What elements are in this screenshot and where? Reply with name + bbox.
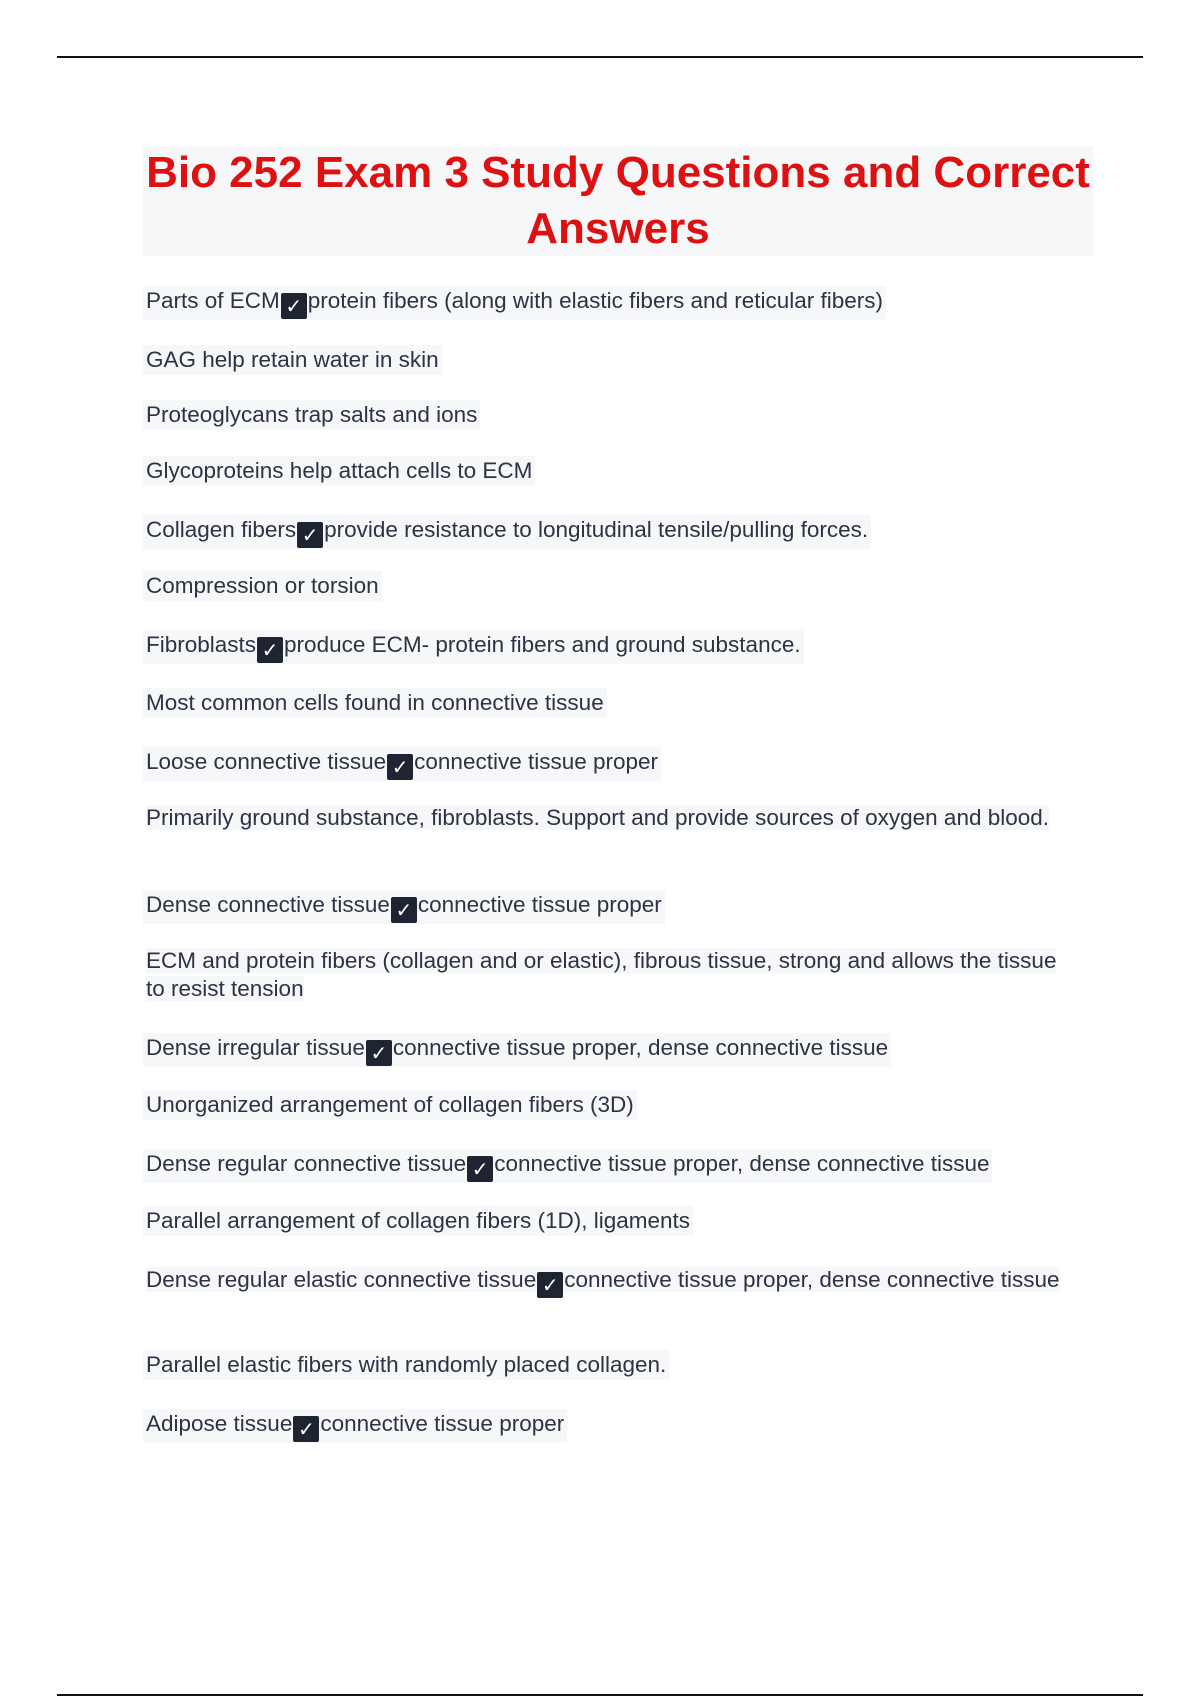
answer-note: GAG help retain water in skin bbox=[143, 345, 442, 375]
document-title: Bio 252 Exam 3 Study Questions and Correct Answers bbox=[146, 148, 1090, 253]
question-answer: connective tissue proper bbox=[417, 892, 662, 917]
question-term: Loose connective tissue bbox=[146, 749, 387, 774]
question-term: Dense irregular tissue bbox=[146, 1035, 365, 1060]
question-entry bbox=[143, 1265, 1069, 1299]
answer-note: Most common cells found in connective tissue bbox=[143, 688, 607, 718]
question-entry-line bbox=[146, 1267, 1060, 1297]
question-entry bbox=[143, 747, 661, 781]
question-answer: connective tissue proper, dense connective tissue bbox=[494, 1151, 990, 1176]
question-answer: protein fibers (along with elastic fibers and reticular fibers) bbox=[307, 288, 884, 313]
answer-note: Glycoproteins help attach cells to ECM bbox=[143, 456, 535, 486]
question-answer: connective tissue proper, dense connective tissue bbox=[392, 1035, 889, 1060]
question-answer: connective tissue proper bbox=[320, 1411, 565, 1436]
question-term: Adipose tissue bbox=[146, 1411, 293, 1436]
question-entry bbox=[143, 1033, 891, 1067]
question-entry bbox=[143, 890, 665, 924]
check-mark-icon: ✓ bbox=[387, 754, 413, 780]
question-answer: connective tissue proper, dense connective tissue bbox=[564, 1267, 1060, 1292]
question-entry bbox=[143, 1149, 992, 1183]
answer-note-text: Primarily ground substance, fibroblasts. Support and provide sources of oxygen and blood. bbox=[146, 805, 1050, 830]
question-entry bbox=[143, 515, 871, 549]
question-entry bbox=[143, 286, 886, 320]
question-term: Dense connective tissue bbox=[146, 892, 390, 917]
answer-note: Parallel elastic fibers with randomly placed collagen. bbox=[143, 1350, 669, 1380]
footer-rule bbox=[57, 1694, 1143, 1696]
check-mark-icon: ✓ bbox=[537, 1272, 563, 1298]
check-mark-icon: ✓ bbox=[297, 522, 323, 548]
answer-note bbox=[143, 803, 1069, 833]
check-mark-icon: ✓ bbox=[257, 637, 283, 663]
question-answer: connective tissue proper bbox=[414, 749, 659, 774]
answer-note bbox=[143, 946, 1069, 1004]
question-term: Fibroblasts bbox=[146, 632, 257, 657]
answer-note-text: ECM and protein fibers (collagen and or elastic), fibrous tissue, strong and allows the tissue to resist tension bbox=[146, 948, 1057, 1001]
question-entry bbox=[143, 630, 804, 664]
answer-note: Unorganized arrangement of collagen fibers (3D) bbox=[143, 1090, 637, 1120]
answer-note: Compression or torsion bbox=[143, 571, 382, 601]
check-mark-icon: ✓ bbox=[366, 1040, 392, 1066]
answer-note: Proteoglycans trap salts and ions bbox=[143, 400, 480, 430]
question-answer: produce ECM- protein fibers and ground substance. bbox=[284, 632, 801, 657]
question-term: Dense regular connective tissue bbox=[146, 1151, 467, 1176]
check-mark-icon: ✓ bbox=[281, 293, 307, 319]
check-mark-icon: ✓ bbox=[467, 1156, 493, 1182]
question-term: Parts of ECM bbox=[146, 288, 280, 313]
question-term: Dense regular elastic connective tissue bbox=[146, 1267, 537, 1292]
question-entry bbox=[143, 1409, 567, 1443]
answer-note: Parallel arrangement of collagen fibers (1D), ligaments bbox=[143, 1206, 693, 1236]
question-term: Collagen fibers bbox=[146, 517, 297, 542]
check-mark-icon: ✓ bbox=[293, 1416, 319, 1442]
question-answer: provide resistance to longitudinal tensile/pulling forces. bbox=[324, 517, 869, 542]
check-mark-icon: ✓ bbox=[391, 897, 417, 923]
